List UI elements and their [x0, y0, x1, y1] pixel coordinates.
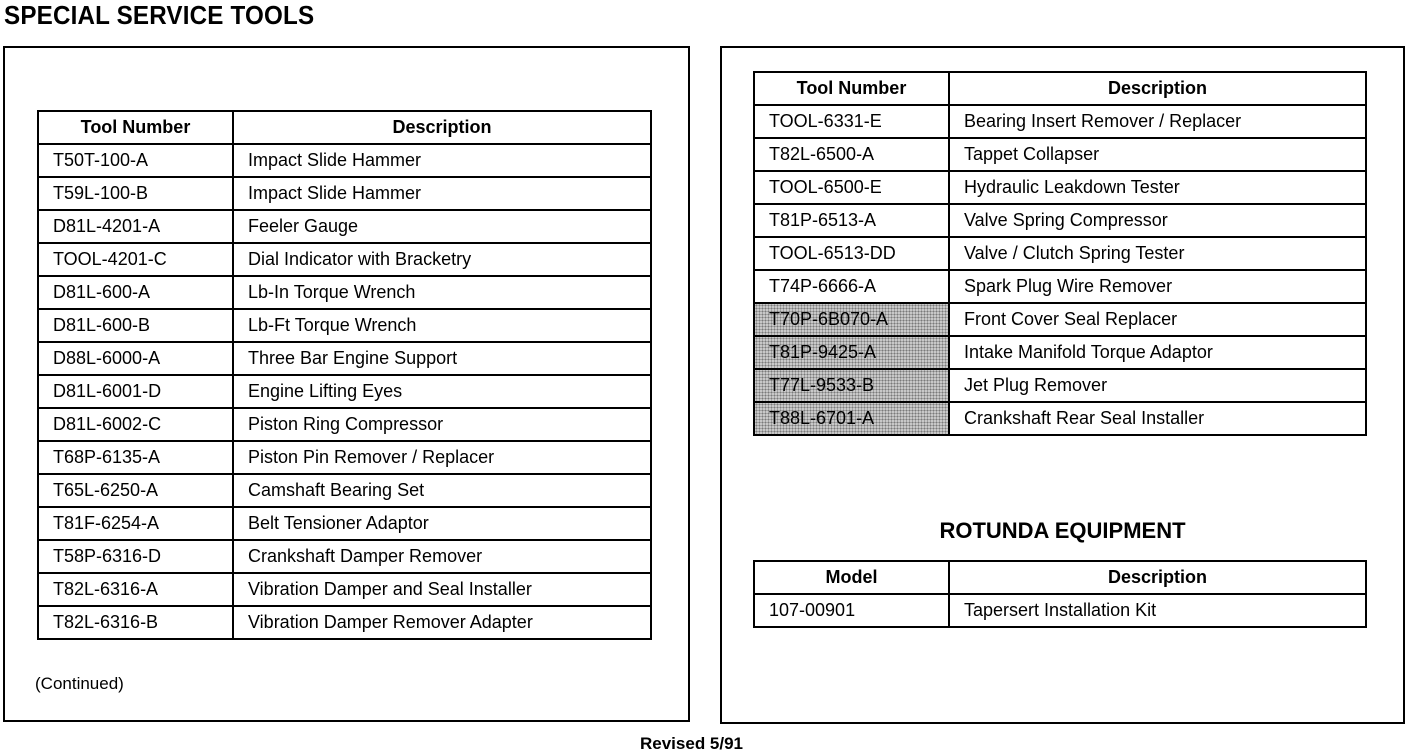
tool-number: T50T-100-A — [38, 144, 233, 177]
table-row — [754, 594, 1366, 627]
table-row — [38, 507, 651, 540]
rotunda-section-title: ROTUNDA EQUIPMENT — [939, 518, 1186, 543]
continued-note: (Continued) — [35, 674, 124, 693]
tool-description: Bearing Insert Remover / Replacer — [949, 105, 1366, 138]
table-row — [38, 474, 651, 507]
table-row — [754, 204, 1366, 237]
tool-number: T58P-6316-D — [38, 540, 233, 573]
tool-number: D81L-6002-C — [38, 408, 233, 441]
equipment-description: Tapersert Installation Kit — [949, 594, 1366, 627]
table-row — [38, 540, 651, 573]
tool-number: TOOL-6513-DD — [754, 237, 949, 270]
description-header: Description — [949, 72, 1366, 105]
table-row — [754, 171, 1366, 204]
special-tools-table-left — [37, 110, 652, 640]
tool-number: TOOL-6500-E — [754, 171, 949, 204]
tool-description: Impact Slide Hammer — [233, 177, 651, 210]
tool-description: Feeler Gauge — [233, 210, 651, 243]
table-row — [38, 243, 651, 276]
tool-description: Piston Pin Remover / Replacer — [233, 441, 651, 474]
tool-description: Front Cover Seal Replacer — [949, 303, 1366, 336]
table-row — [38, 177, 651, 210]
tool-description: Piston Ring Compressor — [233, 408, 651, 441]
tool-description: Impact Slide Hammer — [233, 144, 651, 177]
tool-description: Crankshaft Rear Seal Installer — [949, 402, 1366, 435]
table-row — [754, 237, 1366, 270]
table-row — [38, 573, 651, 606]
tool-number: T65L-6250-A — [38, 474, 233, 507]
model-header: Model — [754, 561, 949, 594]
tool-description: Belt Tensioner Adaptor — [233, 507, 651, 540]
table-header-row — [754, 72, 1366, 105]
tool-description: Lb-In Torque Wrench — [233, 276, 651, 309]
left-panel — [3, 46, 690, 722]
tool-number-header: Tool Number — [754, 72, 949, 105]
table-row — [38, 210, 651, 243]
tool-number: T81P-6513-A — [754, 204, 949, 237]
tool-description: Tappet Collapser — [949, 138, 1366, 171]
table-row — [754, 303, 1366, 336]
right-panel — [720, 46, 1405, 724]
table-row — [38, 342, 651, 375]
rotunda-equipment-table — [753, 560, 1367, 628]
tool-description: Spark Plug Wire Remover — [949, 270, 1366, 303]
tool-number: D81L-600-B — [38, 309, 233, 342]
tool-description: Lb-Ft Torque Wrench — [233, 309, 651, 342]
table-row — [754, 270, 1366, 303]
table-row — [754, 369, 1366, 402]
tool-number: T70P-6B070-A — [754, 303, 949, 336]
tool-number: TOOL-4201-C — [38, 243, 233, 276]
page-title: SPECIAL SERVICE TOOLS — [4, 0, 315, 30]
tool-description: Jet Plug Remover — [949, 369, 1366, 402]
table-row — [754, 105, 1366, 138]
tool-number: T59L-100-B — [38, 177, 233, 210]
tool-description: Valve / Clutch Spring Tester — [949, 237, 1366, 270]
table-row — [38, 375, 651, 408]
tool-number: T81F-6254-A — [38, 507, 233, 540]
tool-number: T82L-6316-A — [38, 573, 233, 606]
tool-number: D88L-6000-A — [38, 342, 233, 375]
tool-description: Dial Indicator with Bracketry — [233, 243, 651, 276]
tool-description: Three Bar Engine Support — [233, 342, 651, 375]
table-row — [38, 309, 651, 342]
tool-number: D81L-4201-A — [38, 210, 233, 243]
tool-number: D81L-6001-D — [38, 375, 233, 408]
table-row — [38, 408, 651, 441]
tool-number: TOOL-6331-E — [754, 105, 949, 138]
table-row — [754, 138, 1366, 171]
tool-description: Engine Lifting Eyes — [233, 375, 651, 408]
table-header-row — [754, 561, 1366, 594]
tool-description: Vibration Damper Remover Adapter — [233, 606, 651, 639]
table-row — [754, 402, 1366, 435]
tool-description: Hydraulic Leakdown Tester — [949, 171, 1366, 204]
tool-description: Intake Manifold Torque Adaptor — [949, 336, 1366, 369]
table-row — [38, 276, 651, 309]
tool-description: Vibration Damper and Seal Installer — [233, 573, 651, 606]
tool-number: T82L-6316-B — [38, 606, 233, 639]
table-row — [754, 336, 1366, 369]
tool-number: T82L-6500-A — [754, 138, 949, 171]
table-header-row — [38, 111, 651, 144]
tool-number: T74P-6666-A — [754, 270, 949, 303]
tool-number: T68P-6135-A — [38, 441, 233, 474]
tool-description: Crankshaft Damper Remover — [233, 540, 651, 573]
tool-description: Camshaft Bearing Set — [233, 474, 651, 507]
model-number: 107-00901 — [754, 594, 949, 627]
description-header: Description — [949, 561, 1366, 594]
description-header: Description — [233, 111, 651, 144]
tool-number: D81L-600-A — [38, 276, 233, 309]
table-row — [38, 606, 651, 639]
table-row — [38, 441, 651, 474]
revision-footer: Revised 5/91 — [640, 734, 744, 753]
table-row — [38, 144, 651, 177]
tool-number: T88L-6701-A — [754, 402, 949, 435]
tool-number: T77L-9533-B — [754, 369, 949, 402]
tool-number-header: Tool Number — [38, 111, 233, 144]
tool-number: T81P-9425-A — [754, 336, 949, 369]
tool-description: Valve Spring Compressor — [949, 204, 1366, 237]
special-tools-table-right — [753, 71, 1367, 436]
